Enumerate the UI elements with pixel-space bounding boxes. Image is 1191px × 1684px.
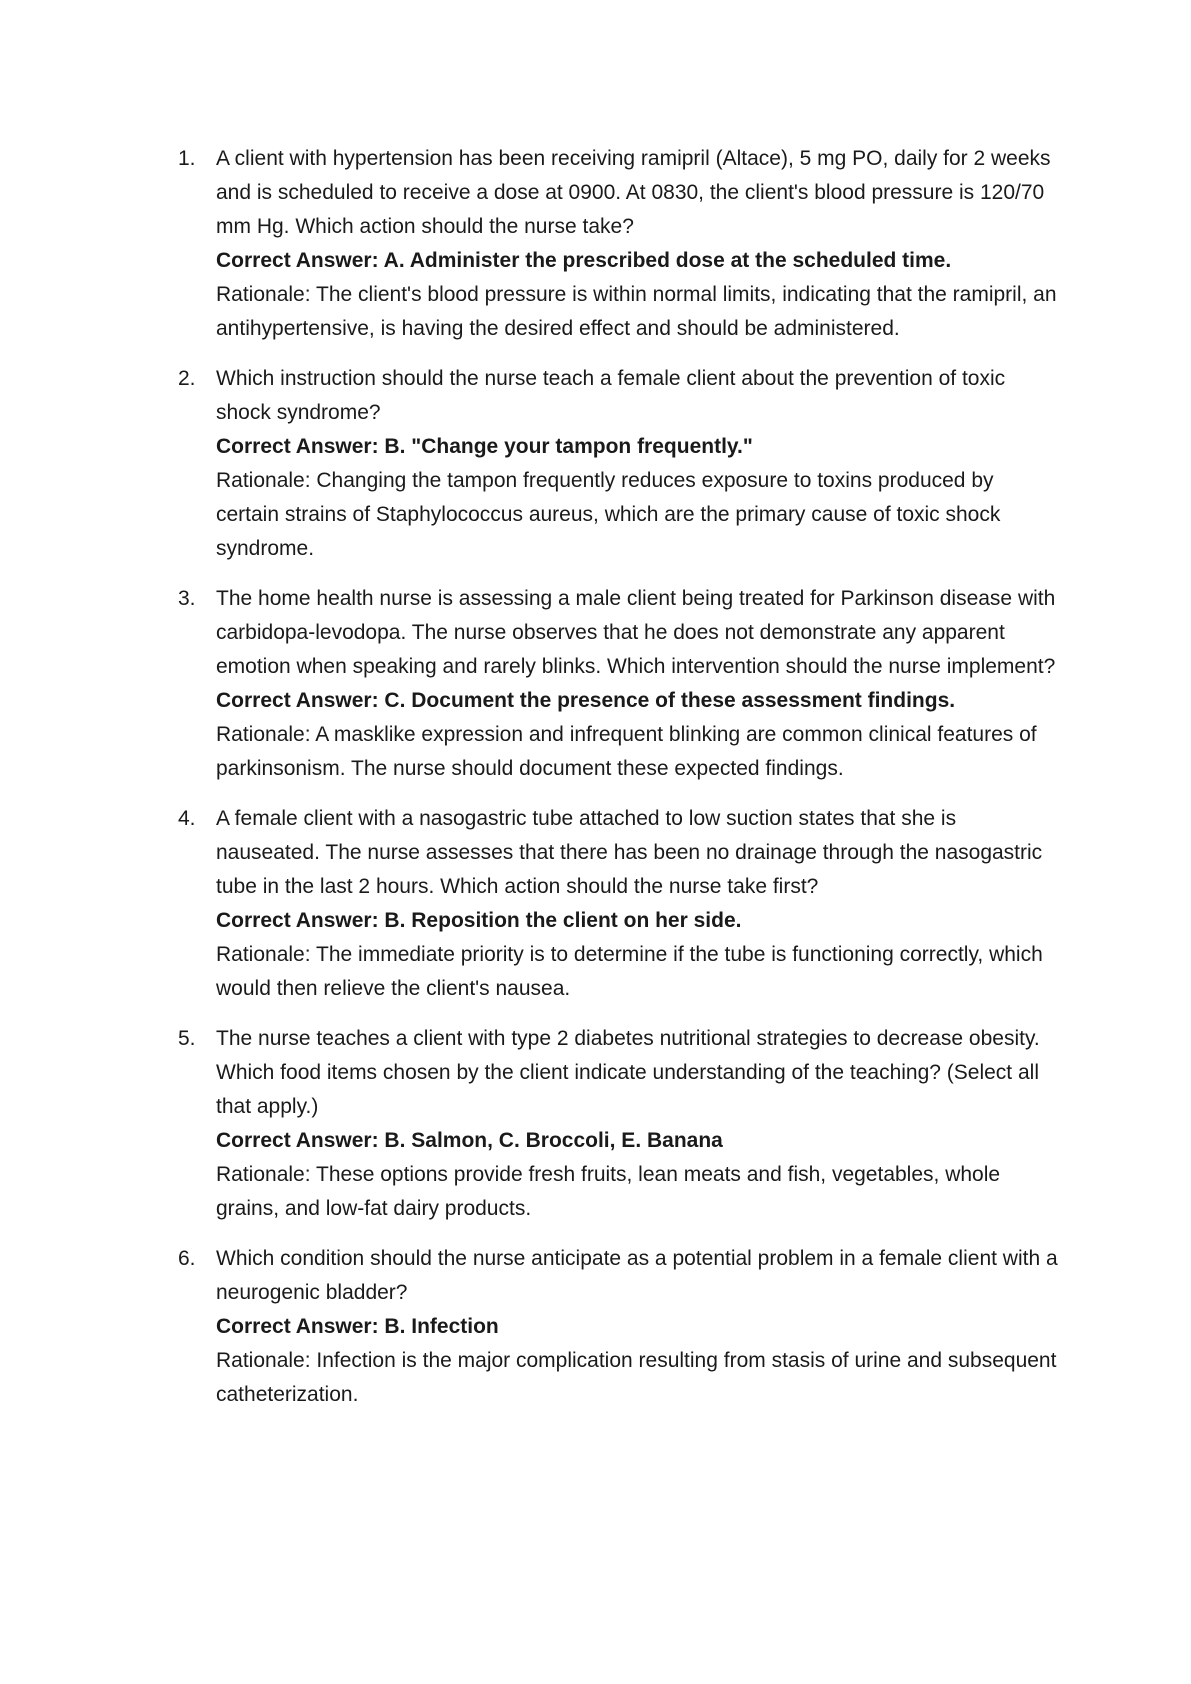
question-number: 4. [178, 807, 196, 830]
question-number: 6. [178, 1247, 196, 1270]
question-list [178, 142, 1058, 1428]
question-text: The nurse teaches a client with type 2 diabetes nutritional strategies to decrease obesity. Which food items chosen by the client indicate understanding of the teaching? (Select all that apply.) [216, 1027, 1040, 1118]
correct-answer: Correct Answer: B. Reposition the client on her side. [216, 909, 742, 932]
rationale-text: Rationale: Infection is the major complication resulting from stasis of urine and subsequent catheterization. [216, 1349, 1057, 1406]
question-text: Which condition should the nurse anticipate as a potential problem in a female client with a neurogenic bladder? [216, 1247, 1058, 1304]
correct-answer: Correct Answer: B. Infection [216, 1315, 499, 1338]
question-item-5 [178, 1022, 1058, 1226]
correct-answer: Correct Answer: B. Salmon, C. Broccoli, E. Banana [216, 1129, 723, 1152]
rationale-text: Rationale: A masklike expression and infrequent blinking are common clinical features of parkinsonism. The nurse should document these expected findings. [216, 723, 1037, 780]
rationale-text: Rationale: The client's blood pressure is within normal limits, indicating that the ramipril, an antihypertensive, is having the desired effect and should be administered. [216, 283, 1057, 340]
question-number: 5. [178, 1027, 196, 1050]
rationale-text: Rationale: The immediate priority is to determine if the tube is functioning correctly, which would then relieve the client's nausea. [216, 943, 1043, 1000]
question-number: 2. [178, 367, 196, 390]
question-text: A female client with a nasogastric tube attached to low suction states that she is nauseated. The nurse assesses that there has been no drainage through the nasogastric tube in the last 2 hours. Which action should the nurse take first? [216, 807, 1043, 898]
question-item-6 [178, 1242, 1058, 1412]
correct-answer: Correct Answer: C. Document the presence of these assessment findings. [216, 689, 956, 712]
question-text: A client with hypertension has been receiving ramipril (Altace), 5 mg PO, daily for 2 weeks and is scheduled to receive a dose at 0900. At 0830, the client's blood pressure is 120/70 mm Hg. Which action should the nurse take? [216, 147, 1051, 238]
question-item-1 [178, 142, 1058, 346]
question-number: 3. [178, 587, 196, 610]
rationale-text: Rationale: Changing the tampon frequently reduces exposure to toxins produced by certain strains of Staphylococcus aureus, which are the primary cause of toxic shock syndrome. [216, 469, 1001, 560]
question-item-4 [178, 802, 1058, 1006]
rationale-text: Rationale: These options provide fresh fruits, lean meats and fish, vegetables, whole grains, and low-fat dairy products. [216, 1163, 1001, 1220]
question-text: The home health nurse is assessing a male client being treated for Parkinson disease with carbidopa-levodopa. The nurse observes that he does not demonstrate any apparent emotion when speaking and rarely blinks. Which intervention should the nurse implement? [216, 587, 1056, 678]
question-item-3 [178, 582, 1058, 786]
correct-answer: Correct Answer: A. Administer the prescribed dose at the scheduled time. [216, 249, 952, 272]
question-number: 1. [178, 147, 196, 170]
question-item-2 [178, 362, 1058, 566]
correct-answer: Correct Answer: B. "Change your tampon frequently." [216, 435, 753, 458]
question-text: Which instruction should the nurse teach a female client about the prevention of toxic shock syndrome? [216, 367, 1006, 424]
